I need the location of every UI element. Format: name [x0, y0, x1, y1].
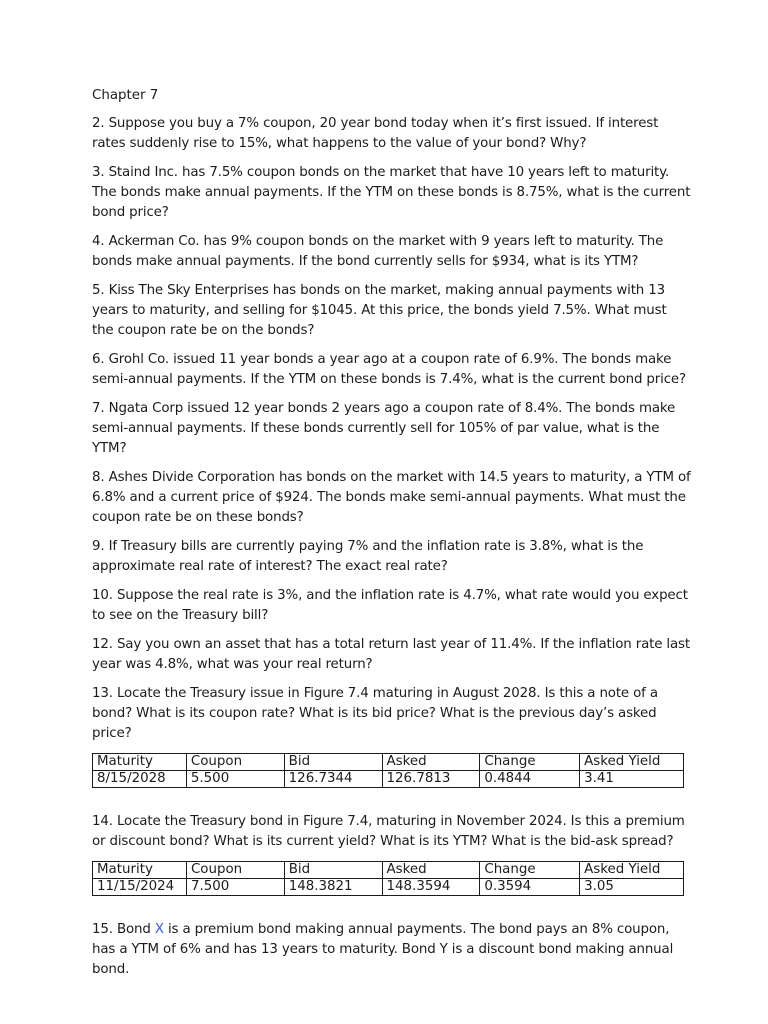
question-12: 12. Say you own an asset that has a total return last year of 11.4%. If the inflation rate last year was 4.8%, what was your real return?	[92, 637, 690, 672]
header-change: Change	[480, 862, 580, 879]
cell-bid: 126.7344	[284, 771, 382, 788]
table-header-row	[93, 862, 684, 879]
treasury-table-nov-2024	[92, 861, 684, 896]
cell-asked: 126.7813	[382, 771, 480, 788]
header-asked-yield: Asked Yield	[580, 754, 684, 771]
question-4: 4. Ackerman Co. has 9% coupon bonds on the market with 9 years left to maturity. The bonds make annual payments. If the bond currently sells for $934, what is its YTM?	[92, 234, 664, 269]
header-bid: Bid	[284, 862, 382, 879]
question-9: 9. If Treasury bills are currently paying 7% and the inflation rate is 3.8%, what is the approximate real rate of interest? The exact real rate?	[92, 539, 644, 574]
cell-maturity: 11/15/2024	[93, 879, 187, 896]
cell-change: 0.4844	[480, 771, 580, 788]
bond-x-highlight: X	[154, 922, 164, 937]
header-change: Change	[480, 754, 580, 771]
chapter-title: Chapter 7	[92, 88, 159, 103]
table-header-row	[93, 754, 684, 771]
question-7: 7. Ngata Corp issued 12 year bonds 2 years ago a coupon rate of 8.4%. The bonds make semi-annual payments. If these bonds currently sell for 105% of par value, what is the YTM?	[92, 401, 676, 456]
question-15	[92, 920, 692, 980]
table-row	[93, 771, 684, 788]
question-15-suffix: is a premium bond making annual payments. The bond pays an 8% coupon, has a YTM of 6% and has 13 years to maturity. Bond Y is a discount bond making annual bond.	[92, 922, 674, 977]
header-maturity: Maturity	[93, 862, 187, 879]
header-coupon: Coupon	[186, 862, 284, 879]
treasury-table-aug-2028	[92, 753, 684, 788]
question-10: 10. Suppose the real rate is 3%, and the inflation rate is 4.7%, what rate would you expect to see on the Treasury bill?	[92, 588, 688, 623]
question-3: 3. Staind Inc. has 7.5% coupon bonds on the market that have 10 years left to maturity. The bonds make annual payments. If the YTM on these bonds is 8.75%, what is the current bond price?	[92, 165, 691, 220]
header-coupon: Coupon	[186, 754, 284, 771]
question-2: 2. Suppose you buy a 7% coupon, 20 year bond today when it’s first issued. If interest rates suddenly rise to 15%, what happens to the value of your bond? Why?	[92, 116, 659, 151]
cell-maturity: 8/15/2028	[93, 771, 187, 788]
cell-change: 0.3594	[480, 879, 580, 896]
question-5: 5. Kiss The Sky Enterprises has bonds on the market, making annual payments with 13 years to maturity, and selling for $1045. At this price, the bonds yield 7.5%. What must the coupon rate be on the bonds?	[92, 283, 667, 338]
header-maturity: Maturity	[93, 754, 187, 771]
cell-asked-yield: 3.05	[580, 879, 684, 896]
cell-asked: 148.3594	[382, 879, 480, 896]
cell-asked-yield: 3.41	[580, 771, 684, 788]
header-asked: Asked	[382, 862, 480, 879]
question-8: 8. Ashes Divide Corporation has bonds on the market with 14.5 years to maturity, a YTM of 6.8% and a current price of $924. The bonds make semi-annual payments. What must the coupon rate be on these bonds?	[92, 470, 691, 525]
question-6: 6. Grohl Co. issued 11 year bonds a year ago at a coupon rate of 6.9%. The bonds make semi-annual payments. If the YTM on these bonds is 7.4%, what is the current bond price?	[92, 352, 686, 387]
question-15-prefix: 15. Bond	[92, 922, 155, 937]
cell-coupon: 5.500	[186, 771, 284, 788]
cell-coupon: 7.500	[186, 879, 284, 896]
header-asked: Asked	[382, 754, 480, 771]
cell-bid: 148.3821	[284, 879, 382, 896]
document-page	[92, 86, 692, 989]
question-14: 14. Locate the Treasury bond in Figure 7.4, maturing in November 2024. Is this a premium or discount bond? What is its current yield? What is its YTM? What is the bid-ask spread?	[92, 814, 685, 849]
table-row	[93, 879, 684, 896]
question-13: 13. Locate the Treasury issue in Figure 7.4 maturing in August 2028. Is this a note of a bond? What is its coupon rate? What is its bid price? What is the previous day’s asked price?	[92, 686, 658, 741]
header-asked-yield: Asked Yield	[580, 862, 684, 879]
header-bid: Bid	[284, 754, 382, 771]
